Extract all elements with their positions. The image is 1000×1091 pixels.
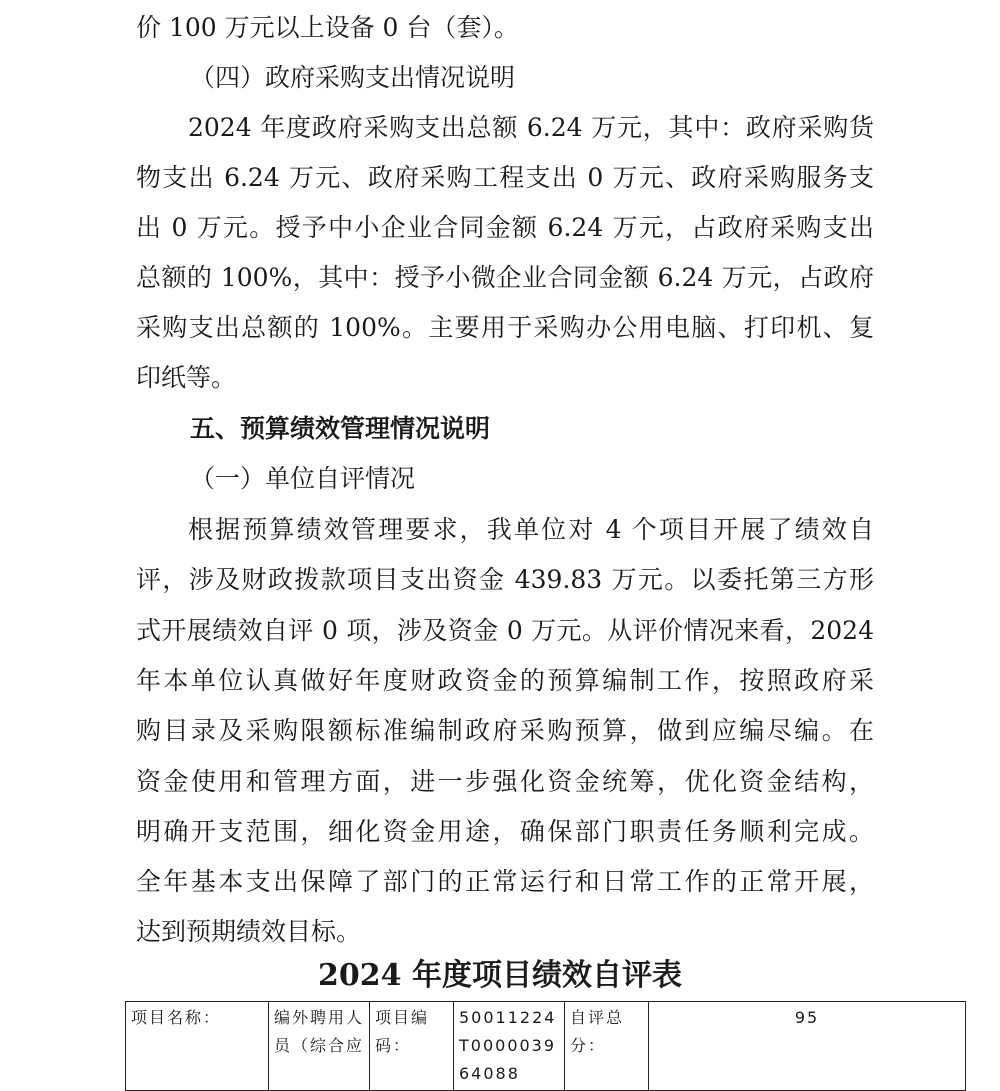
table-row: [126, 1002, 966, 1091]
project-name-value: 编外聘用人员（综合应: [269, 1002, 370, 1091]
paragraph-line: 式开展绩效自评 0 项，涉及资金 0 万元。从评价情况来看，2024: [136, 616, 874, 645]
project-evaluation-table: [125, 1001, 966, 1091]
paragraph-line: 印纸等。: [136, 363, 237, 392]
paragraph-line: 购目录及采购限额标准编制政府采购预算，做到应编尽编。在: [136, 716, 874, 745]
paragraph-line: 达到预期绩效目标。: [136, 917, 362, 946]
section-subheading: （一）单位自评情况: [190, 464, 416, 493]
self-score-label: 自评总分：: [565, 1002, 649, 1091]
project-name-label: 项目名称：: [126, 1002, 269, 1091]
section-heading: 五、预算绩效管理情况说明: [190, 414, 491, 443]
paragraph-line: 评，涉及财政拨款项目支出资金 439.83 万元。以委托第三方形: [136, 565, 874, 594]
paragraph-line: 年本单位认真做好年度财政资金的预算编制工作，按照政府采: [136, 666, 874, 695]
paragraph-line: 全年基本支出保障了部门的正常运行和日常工作的正常开展，: [136, 867, 874, 896]
project-code-label: 项目编码：: [370, 1002, 454, 1091]
table-title: 2024 年度项目绩效自评表: [318, 958, 682, 993]
paragraph-line: 2024 年度政府采购支出总额 6.24 万元，其中：政府采购货: [188, 113, 874, 142]
section-subheading: （四）政府采购支出情况说明: [190, 63, 516, 92]
paragraph-line: 根据预算绩效管理要求，我单位对 4 个项目开展了绩效自: [188, 515, 874, 544]
paragraph-line: 资金使用和管理方面，进一步强化资金统筹，优化资金结构，: [136, 767, 874, 796]
paragraph-line: 明确开支范围，细化资金用途，确保部门职责任务顺利完成。: [136, 817, 874, 846]
paragraph-line: 总额的 100%，其中：授予小微企业合同金额 6.24 万元，占政府: [136, 263, 874, 292]
paragraph-line: 物支出 6.24 万元、政府采购工程支出 0 万元、政府采购服务支: [136, 163, 874, 192]
project-code-value: 50011224T000003964088: [454, 1002, 565, 1091]
paragraph-line: 采购支出总额的 100%。主要用于采购办公用电脑、打印机、复: [136, 313, 874, 342]
paragraph-line: 出 0 万元。授予中小企业合同金额 6.24 万元，占政府采购支出: [136, 213, 874, 242]
paragraph-line: 价 100 万元以上设备 0 台（套）。: [136, 13, 519, 42]
self-score-value: 95: [649, 1002, 966, 1091]
